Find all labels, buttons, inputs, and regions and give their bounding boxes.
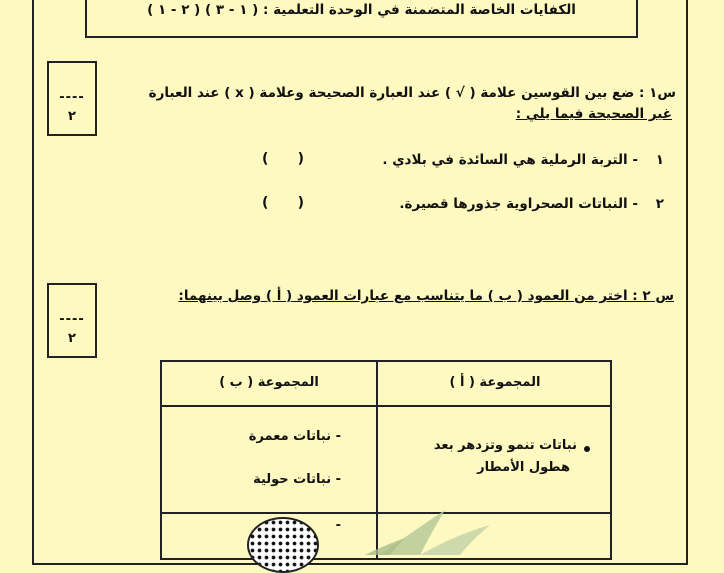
q1-item-2-number: ٢: [655, 196, 664, 212]
q1-item-1: [244, 152, 664, 172]
q1-item-1-number: ١: [655, 152, 664, 168]
header-box: [85, 0, 638, 38]
header-title: الكفايات الخاصة المتضمنة في الوحدة التعلمية : ( ١ - ٣ ) ( ٢ - ١ ): [147, 2, 576, 18]
column-b-item-3: -: [335, 518, 341, 533]
q2-score-box: [47, 283, 97, 358]
q2-score-value: ٢: [68, 331, 76, 346]
table-header-divider: [162, 405, 610, 407]
column-a-header: المجموعة ( أ ): [449, 375, 541, 390]
column-a-row-1-line2: هطول الأمطار: [477, 460, 570, 475]
q1-instruction: س١ : ضع بين القوسين علامة ( √ ) عند العبارة الصحيحة وعلامة ( x ) عند العبارة: [148, 85, 676, 101]
column-b-item-2: - نباتات حولية: [253, 472, 341, 487]
column-b-header: المجموعة ( ب ): [219, 375, 319, 390]
column-b-item-1: - نباتات معمرة: [248, 429, 341, 444]
dotted-circle-icon: [247, 517, 319, 573]
q1-score-dashes: ----: [59, 90, 85, 105]
q1-item-1-text: - التربة الرملية هي السائدة في بلادي .: [382, 152, 638, 168]
q1-item-2-text: - النباتات الصحراوية جذورها قصيرة.: [399, 196, 638, 212]
q1-item-1-answer[interactable]: ( ): [262, 151, 305, 167]
q1-score-box: [47, 61, 97, 136]
q1-item-2: [244, 196, 664, 216]
column-a-row-1-line1: نباتات تنمو وتزدهر بعد: [433, 438, 577, 453]
q1-score-value: ٢: [68, 109, 76, 124]
q1-instruction-line2: غير الصحيحة فيما يلي :: [515, 106, 672, 122]
q1-item-2-answer[interactable]: ( ): [262, 195, 305, 211]
q2-score-dashes: ----: [59, 312, 85, 327]
q2-instruction: س ٢ : اختر من العمود ( ب ) ما يتناسب مع عبارات العمود ( أ ) وصل بينهما:: [178, 288, 674, 304]
bullet-icon: [584, 446, 590, 452]
plant-icon: [360, 510, 510, 555]
